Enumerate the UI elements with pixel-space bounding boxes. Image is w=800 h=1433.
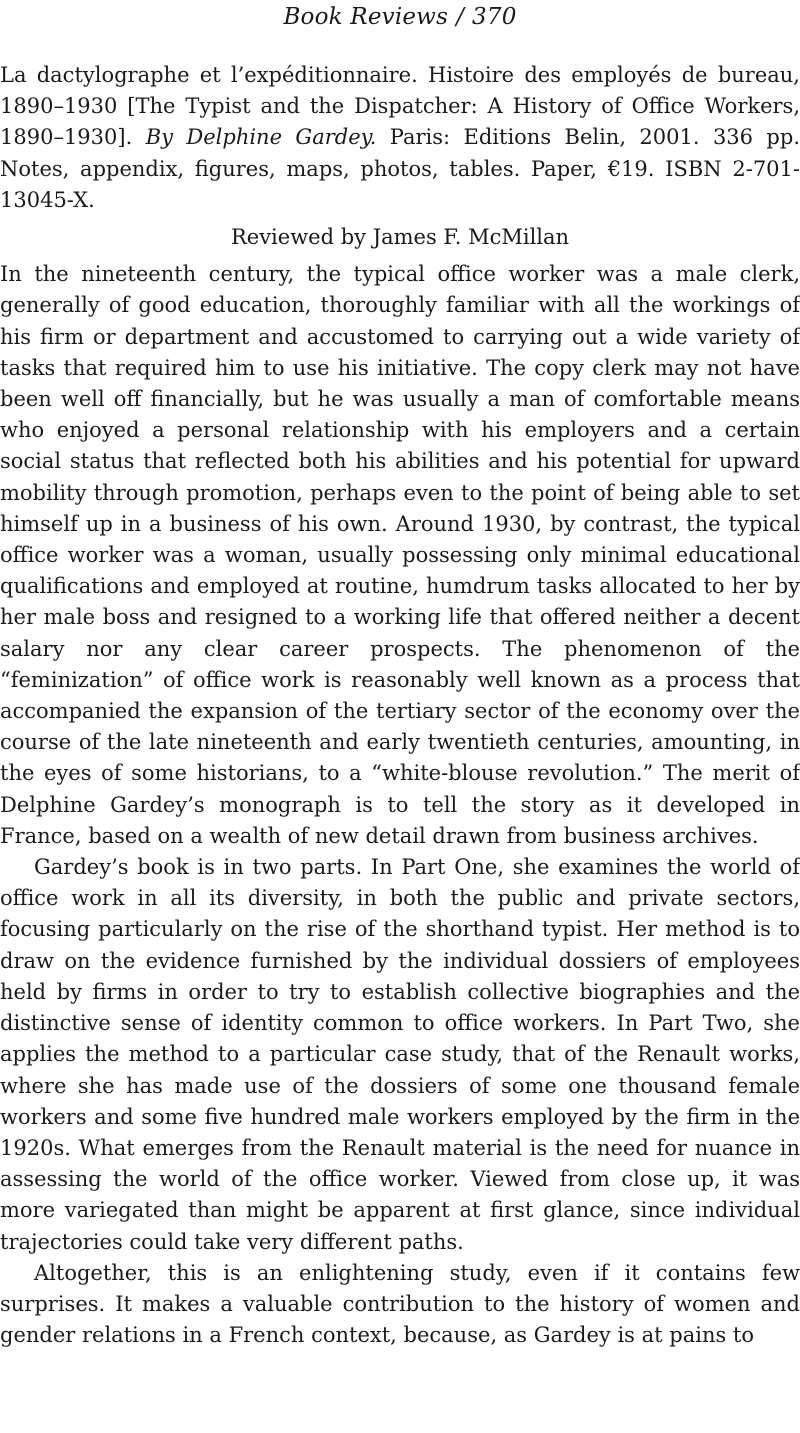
running-head-section: Book Reviews	[283, 4, 449, 30]
page-number: 370	[472, 4, 517, 30]
book-citation	[0, 60, 800, 216]
review-content	[0, 60, 800, 1351]
paragraph: In the nineteenth century, the typical office worker was a male clerk, generally of good education, thoroughly familiar with all the workings of his firm or department and accustomed to carrying out a wide variety of tasks that required him to use his initiative. The copy clerk may not have been well off financially, but he was usually a man of comfortable means who enjoyed a personal relationship with his employers and a certain social status that reflected both his abilities and his potential for upward mobility through promotion, perhaps even to the point of being able to set himself up in a business of his own. Around 1930, by contrast, the typical office worker was a woman, usually possessing only minimal educational qualifications and employed at routine, humdrum tasks allocated to her by her male boss and resigned to a working life that offered neither a decent salary nor any clear career prospects. The phenomenon of the “feminization” of office work is reasonably well known as a process that accompanied the expansion of the tertiary sector of the economy over the course of the late nineteenth and early twentieth centuries, amounting, in the eyes of some historians, to a “white-blouse revolution.” The merit of Delphine Gardey’s monograph is to tell the story as it developed in France, based on a wealth of new detail drawn from business archives.	[0, 262, 800, 848]
publication-details: Paris: Editions Belin, 2001. 336 pp. Notes, appendix, figures, maps, photos, tables. Paper, €19. ISBN 2-701-13045-X.	[0, 125, 800, 212]
review-body	[0, 259, 800, 1351]
paragraph: Gardey’s book is in two parts. In Part One, she examines the world of office work in all its diversity, in both the public and private sectors, focusing particularly on the rise of the shorthand typist. Her method is to draw on the evidence furnished by the individual dossiers of employees held by firms in order to try to establish collective biographies and the distinctive sense of identity common to office workers. In Part Two, she applies the method to a particular case study, that of the Renault works, where she has made use of the dossiers of some one thousand female workers and some five hundred male workers employed by the firm in the 1920s. What emerges from the Renault material is the need for nuance in assessing the world of the office worker. Viewed from close up, it was more variegated than might be apparent at first glance, since individual trajectories could take very different paths.	[0, 855, 800, 1254]
book-author: By Delphine Gardey.	[145, 125, 377, 150]
book-title: La dactylographe et l’expéditionnaire. Histoire des employés de bureau, 1890–1930 [The Typist and the Dispatcher: A History of Office Workers, 1890–1930].	[0, 63, 800, 150]
paragraph: Altogether, this is an enlightening study, even if it contains few surprises. It makes a valuable contribution to the history of women and gender relations in a French context, because, as Gardey is at pains to	[0, 1260, 800, 1348]
reviewer-line: Reviewed by James F. McMillan	[230, 225, 570, 250]
running-head-separator: /	[456, 4, 465, 30]
running-head	[0, 2, 800, 32]
